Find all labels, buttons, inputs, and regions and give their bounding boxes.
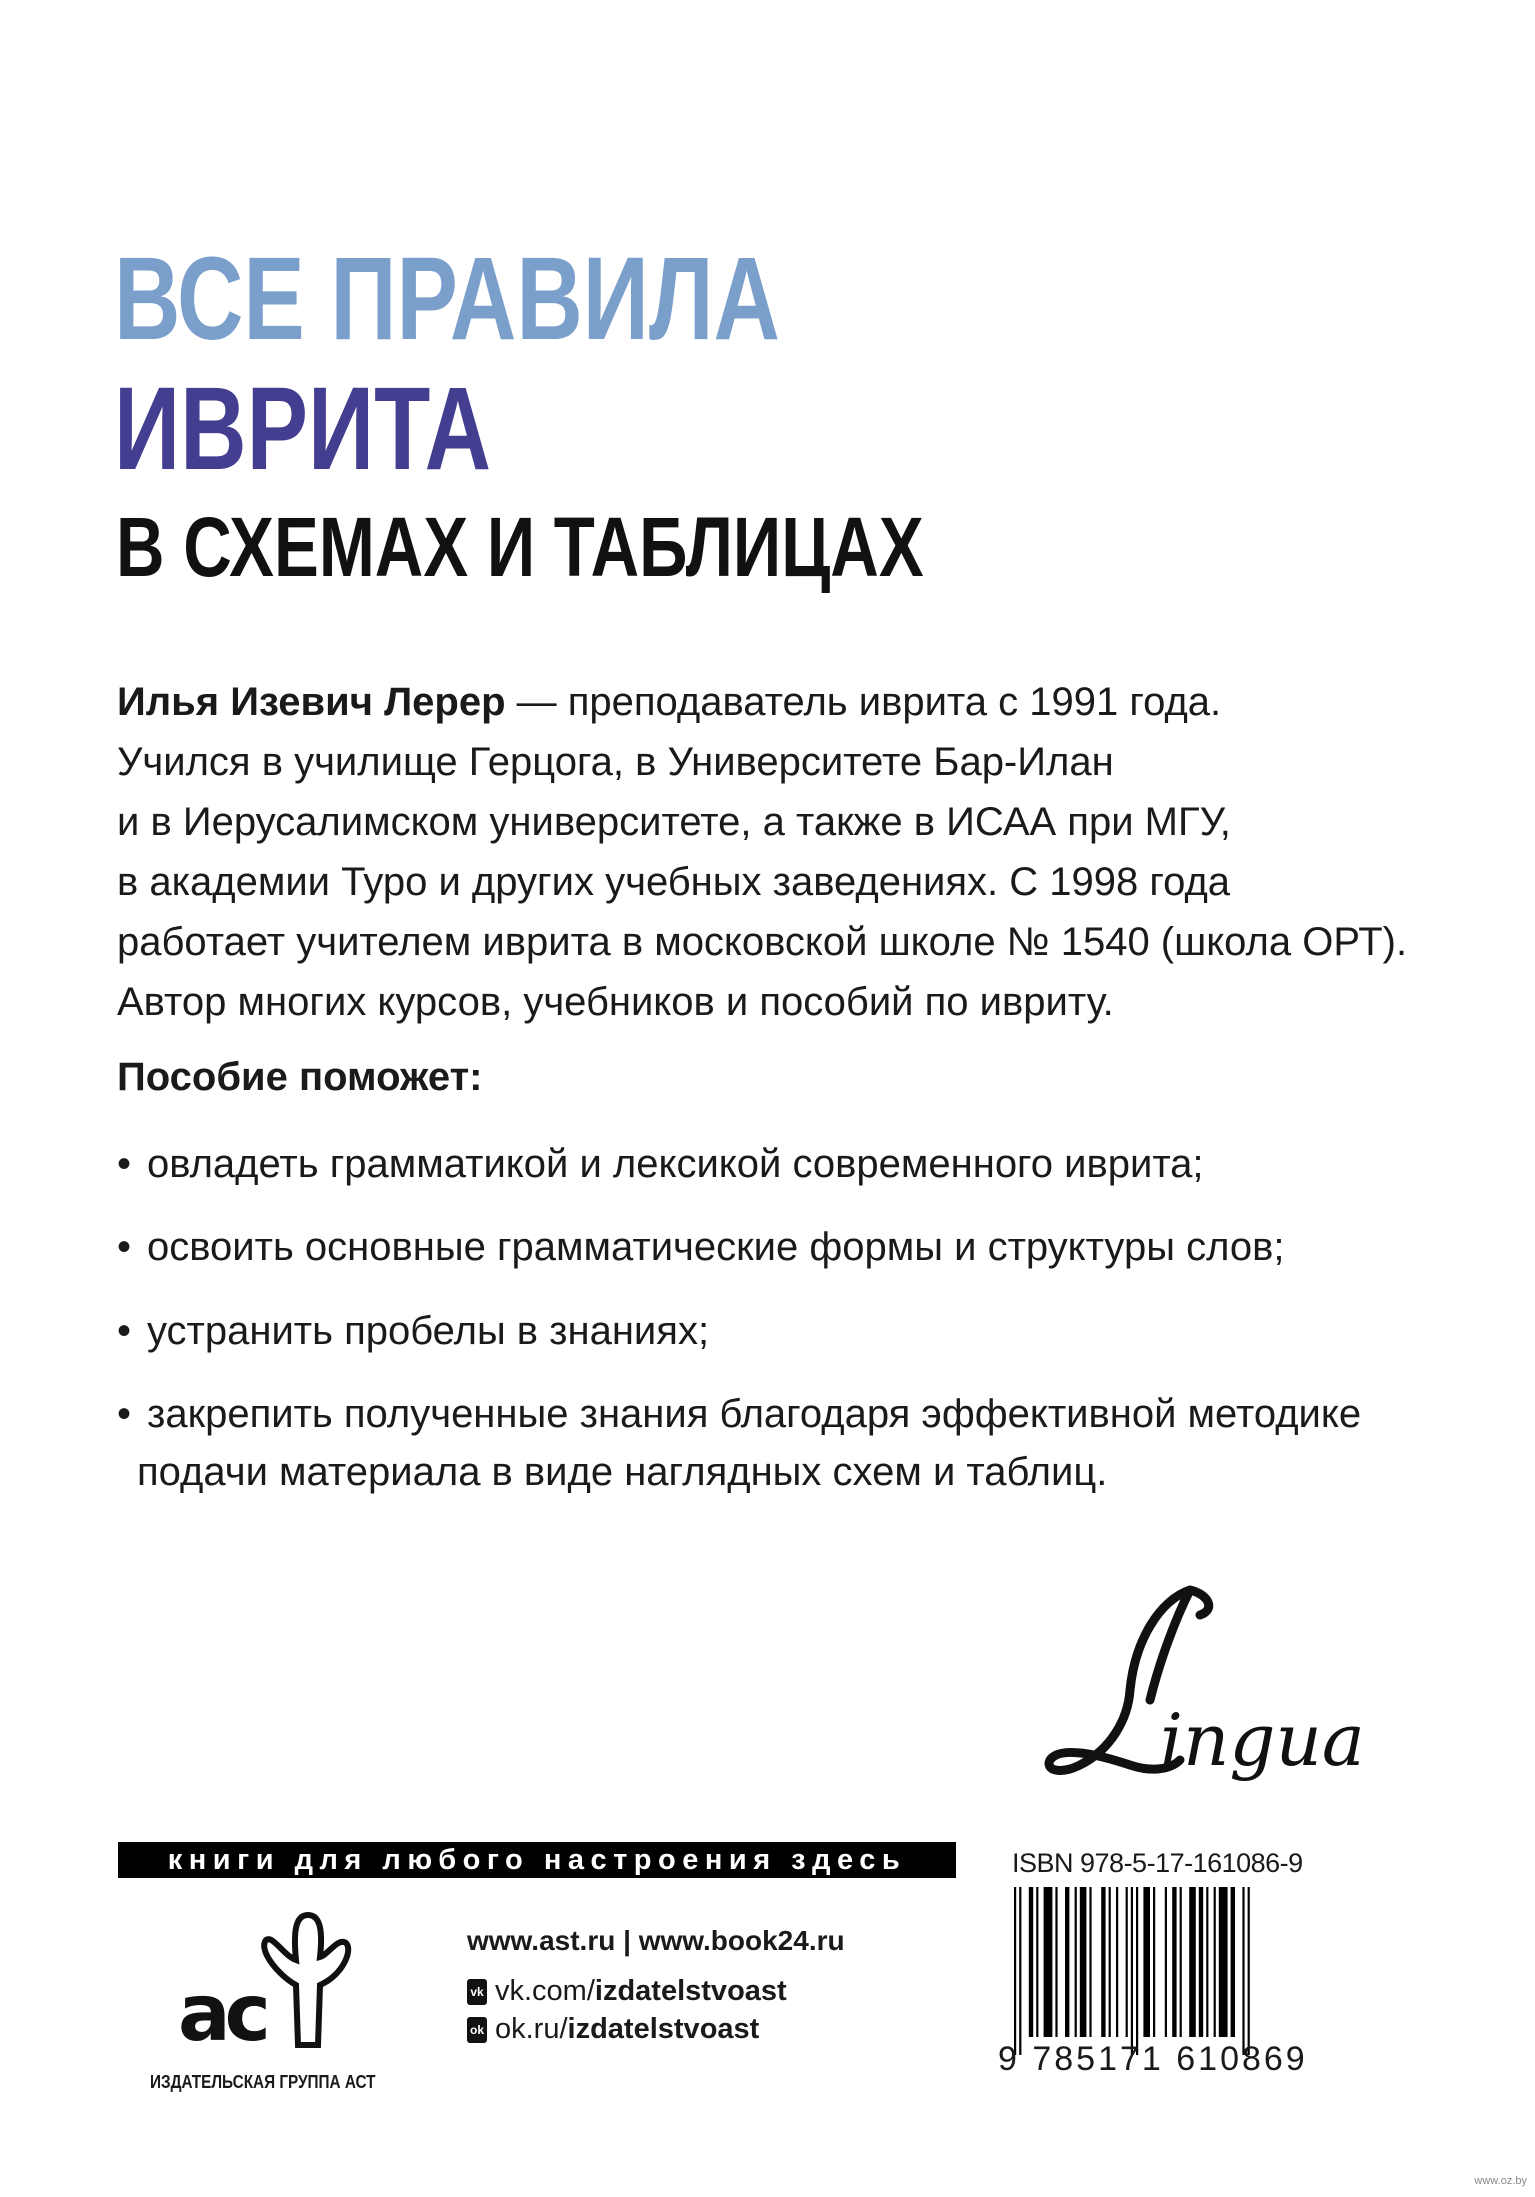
- barcode-bar: [1231, 1887, 1235, 2037]
- ok-icon: ok: [467, 2017, 487, 2043]
- barcode-bar: [1109, 1887, 1111, 2037]
- barcode-bar: [1080, 1887, 1087, 2037]
- barcode-bar: [1172, 1887, 1176, 2037]
- title-line-1: ВСЕ ПРАВИЛА: [114, 233, 780, 365]
- bio-line: Автор многих курсов, учебников и пособий по ивриту.: [117, 980, 1114, 1024]
- title-line-2: ИВРИТА: [114, 363, 492, 495]
- subtitle: В СХЕМАХ И ТАБЛИЦАХ: [116, 500, 924, 594]
- svg-text:ingua: ingua: [1160, 1698, 1365, 1782]
- vk-link[interactable]: vk vk.com/izdatelstvoast: [467, 1975, 787, 2008]
- bio-line: в академии Туро и других учебных заведениях. С 1998 года: [117, 860, 1231, 904]
- bio-line: — преподаватель иврита с 1991 года.: [505, 680, 1222, 724]
- barcode-digits: 9 785171 610869: [998, 2040, 1308, 2078]
- barcode-bar: [1131, 1887, 1133, 2055]
- watermark: www.oz.by: [1474, 2175, 1527, 2187]
- barcode-bar: [1044, 1887, 1053, 2037]
- isbn: ISBN 978-5-17-161086-9: [1012, 1848, 1303, 1878]
- barcode-bar: [1143, 1887, 1150, 2037]
- barcode-bar: [1180, 1887, 1182, 2037]
- author-bio: [117, 672, 1467, 1032]
- barcode-bar: [1165, 1887, 1167, 2037]
- barcode-bar: [1014, 1887, 1016, 2055]
- publisher-label: ИЗДАТЕЛЬСКАЯ ГРУППА АСТ: [150, 2072, 376, 2092]
- barcode-bar: [1065, 1887, 1069, 2037]
- barcode-bar: [1248, 1887, 1250, 2055]
- svg-text:ac: ac: [178, 1969, 265, 2055]
- barcode-bar: [1189, 1887, 1196, 2037]
- vk-icon: vk: [467, 1979, 487, 2005]
- barcode-bar: [1055, 1887, 1057, 2037]
- ast-logo: [178, 1905, 388, 2055]
- barcode-bar: [1036, 1887, 1038, 2037]
- barcode-bar: [1075, 1887, 1077, 2037]
- barcode-bar: [1214, 1887, 1216, 2037]
- benefits-heading: Пособие поможет:: [117, 1055, 483, 1099]
- barcode-bar: [1199, 1887, 1203, 2037]
- bio-line: работает учителем иврита в московской школе № 1540 (школа ОРТ).: [117, 920, 1408, 964]
- barcode-bar: [1019, 1887, 1021, 2055]
- barcode: [1012, 1887, 1322, 2055]
- barcode-bar: [1136, 1887, 1138, 2055]
- barcode-bar: [1089, 1887, 1091, 2037]
- barcode-bar: [1153, 1887, 1155, 2037]
- benefit-item: • устранить пробелы в знаниях;: [117, 1309, 710, 1353]
- barcode-bar: [1219, 1887, 1228, 2037]
- ok-link[interactable]: ok ok.ru/izdatelstvoast: [467, 2013, 759, 2046]
- publisher-websites[interactable]: www.ast.ru | www.book24.ru: [467, 1925, 845, 1956]
- barcode-bar: [1029, 1887, 1033, 2037]
- barcode-bar: [1126, 1887, 1128, 2037]
- barcode-bar: [1116, 1887, 1118, 2037]
- bio-line: и в Иерусалимском университете, а также в ИСАА при МГУ,: [117, 800, 1231, 844]
- benefit-item: • закрепить полученные знания благодаря эффективной методике подачи материала в виде наглядных схем и таблиц.: [117, 1392, 1362, 1494]
- benefit-item: • освоить основные грамматические формы и структуры слов;: [117, 1225, 1285, 1269]
- benefit-item: • овладеть грамматикой и лексикой современного иврита;: [117, 1142, 1204, 1186]
- barcode-bar: [1101, 1887, 1105, 2037]
- bio-line: Учился в училище Герцога, в Университете Бар-Илан: [117, 740, 1114, 784]
- author-name: Илья Изевич Лерер: [117, 680, 506, 724]
- barcode-bar: [1242, 1887, 1244, 2055]
- lingua-logo: [1040, 1580, 1370, 1800]
- barcode-bar: [1206, 1887, 1208, 2037]
- slogan-banner: книги для любого настроения здесь: [118, 1842, 956, 1878]
